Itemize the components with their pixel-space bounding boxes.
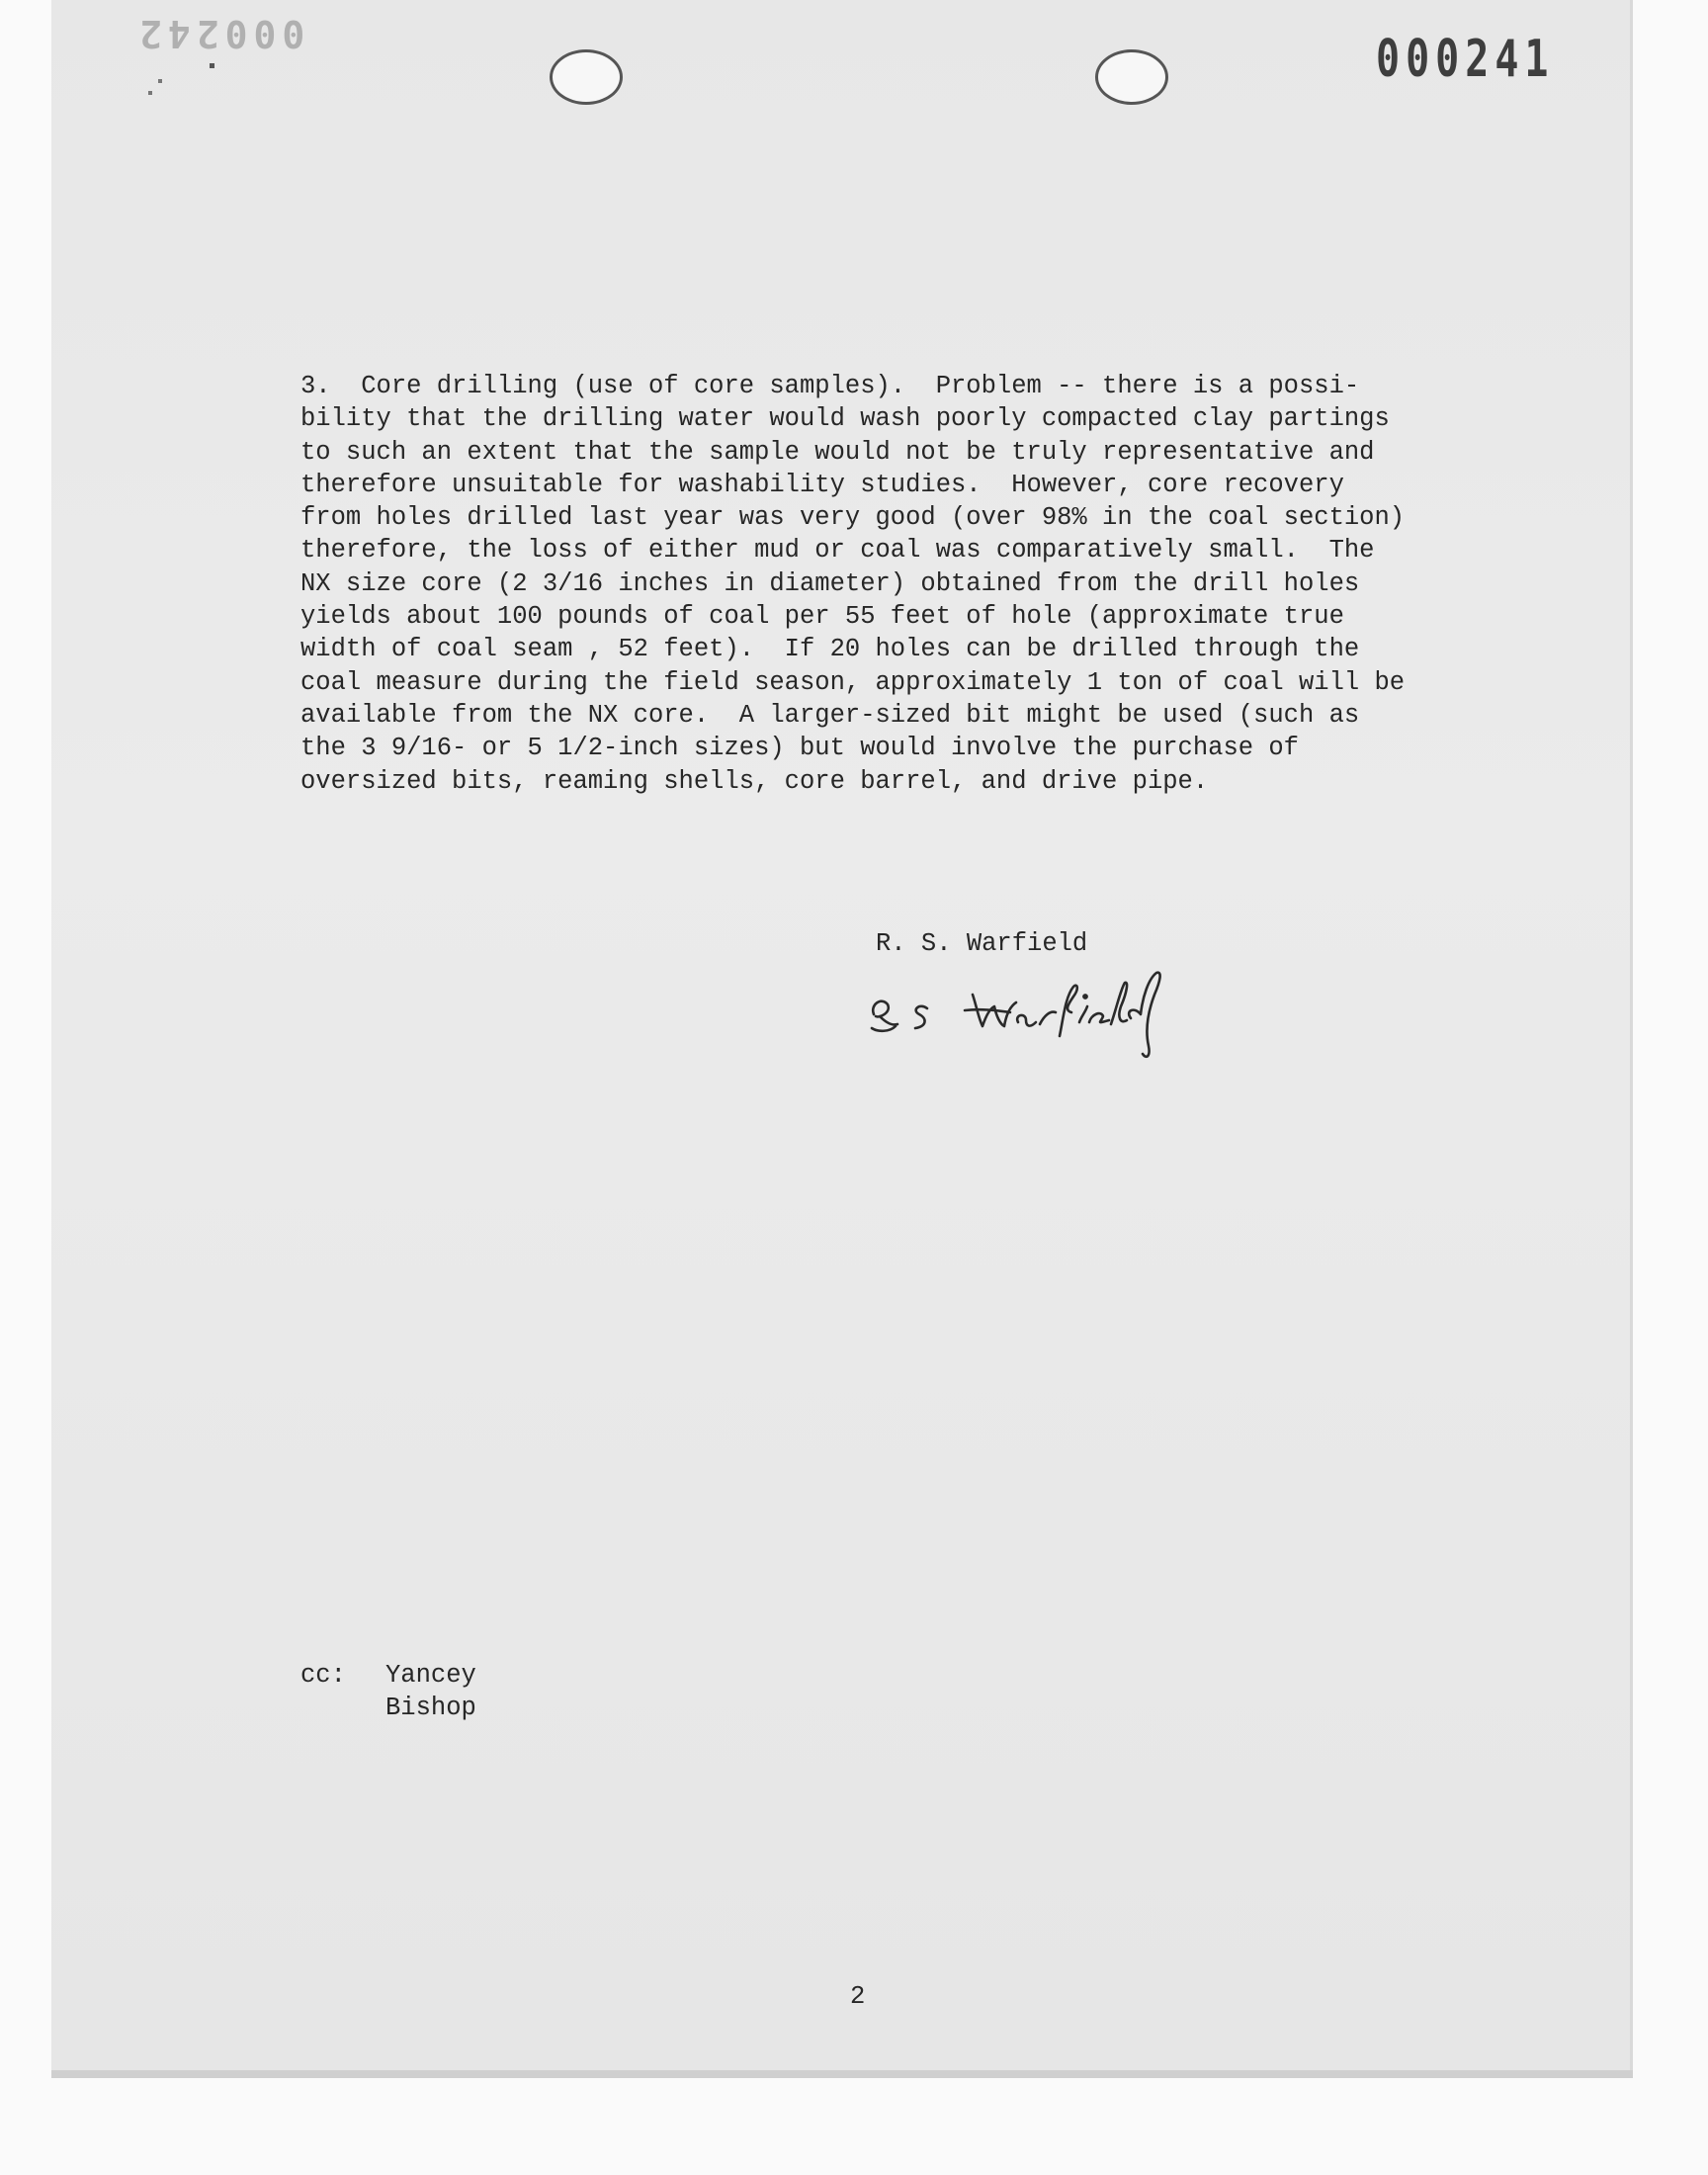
handwritten-signature	[862, 967, 1228, 1076]
paragraph-line: from holes drilled last year was very good (over 98% in the coal section)	[300, 503, 1406, 533]
paragraph-line: therefore unsuitable for washability studies. However, core recovery	[300, 470, 1344, 499]
paragraph-line: NX size core (2 3/16 inches in diameter) obtained from the drill holes	[300, 568, 1360, 598]
cc-recipient: Bishop	[385, 1694, 476, 1723]
paragraph-line: available from the NX core. A larger-sized bit might be used (such as	[300, 700, 1360, 730]
cc-recipient: Yancey	[385, 1661, 476, 1690]
paragraph-line: oversized bits, reaming shells, core barrel, and drive pipe.	[300, 766, 1209, 796]
punch-hole-right	[1095, 49, 1168, 105]
stray-mark	[148, 91, 152, 95]
stray-mark	[158, 79, 162, 83]
paragraph-line: 3. Core drilling (use of core samples). Problem -- there is a possi-	[300, 372, 1360, 400]
page-number: 2	[850, 1982, 866, 2011]
stray-mark	[210, 63, 214, 68]
bleed-through-document-number: 000242	[133, 12, 305, 55]
paper-sheet	[51, 0, 1633, 2076]
paragraph-line: therefore, the loss of either mud or coal was comparatively small. The	[300, 536, 1375, 566]
paragraph-line: to such an extent that the sample would not be truly representative and	[300, 437, 1375, 467]
cc-label: cc:	[300, 1661, 346, 1690]
paragraph-line: bility that the drilling water would wash poorly compacted clay partings	[300, 404, 1390, 434]
punch-hole-left	[550, 49, 623, 105]
document-number: 000241	[1376, 30, 1555, 89]
paragraph-line: coal measure during the field season, approximately 1 ton of coal will be	[300, 667, 1406, 697]
body-paragraph	[300, 370, 1526, 798]
cc-block	[300, 1659, 476, 1725]
paragraph-line: width of coal seam , 52 feet). If 20 holes can be drilled through the	[300, 635, 1360, 664]
paper-edge-shadow	[51, 2070, 1633, 2078]
paragraph-line: the 3 9/16- or 5 1/2-inch sizes) but would involve the purchase of	[300, 734, 1299, 763]
paragraph-line: yields about 100 pounds of coal per 55 feet of hole (approximate true	[300, 602, 1344, 632]
typed-signer-name: R. S. Warfield	[876, 929, 1088, 958]
